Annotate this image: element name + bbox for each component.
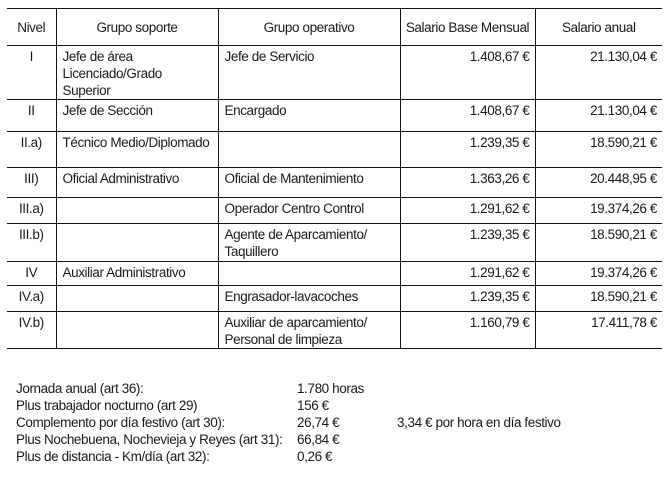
table-row [7, 46, 662, 100]
footer-value: 0,26 € [297, 449, 333, 464]
cell-grupo-operativo [218, 132, 400, 168]
cell-grupo-operativo: Engrasador-lavacoches [218, 286, 400, 312]
cell-salario-anual: 20.448,95 € [535, 168, 662, 198]
cell-salario-base: 1.408,67 € [400, 100, 535, 132]
footer-label: Plus trabajador nocturno (art 29) [16, 398, 198, 413]
cell-salario-base: 1.291,62 € [400, 262, 535, 286]
footer-row [16, 431, 561, 448]
cell-grupo-operativo: Oficial de Mantenimiento [218, 168, 400, 198]
cell-grupo-soporte: Técnico Medio/Diplomado [56, 132, 218, 168]
cell-nivel: III.a) [7, 198, 56, 224]
cell-grupo-operativo: Auxiliar de aparcamiento/ Personal de limpieza [218, 312, 400, 349]
cell-salario-anual: 18.590,21 € [535, 132, 662, 168]
cell-grupo-soporte: Jefe de área Licenciado/Grado Superior [56, 46, 218, 100]
footer-row [16, 397, 561, 414]
cell-nivel: III) [7, 168, 56, 198]
header-nivel: Nivel [7, 9, 56, 46]
table-row [7, 132, 662, 168]
cell-nivel: IV.b) [7, 312, 56, 349]
cell-nivel: III.b) [7, 224, 56, 262]
cell-grupo-operativo: Encargado [218, 100, 400, 132]
cell-salario-anual: 19.374,26 € [535, 262, 662, 286]
cell-grupo-soporte: Auxiliar Administrativo [56, 262, 218, 286]
cell-salario-anual: 21.130,04 € [535, 100, 662, 132]
footer-value: 26,74 € [297, 415, 340, 430]
cell-grupo-operativo [218, 262, 400, 286]
cell-grupo-soporte [56, 286, 218, 312]
cell-grupo-soporte: Oficial Administrativo [56, 168, 218, 198]
salary-table [7, 8, 662, 349]
cell-grupo-soporte [56, 198, 218, 224]
table-row [7, 168, 662, 198]
header-grupo-operativo: Grupo operativo [218, 9, 400, 46]
cell-salario-anual: 18.590,21 € [535, 286, 662, 312]
cell-grupo-operativo: Operador Centro Control [218, 198, 400, 224]
cell-nivel: II.a) [7, 132, 56, 168]
table-row [7, 224, 662, 262]
cell-salario-anual: 19.374,26 € [535, 198, 662, 224]
footer-row [16, 414, 561, 431]
table-row [7, 100, 662, 132]
header-salario-anual: Salario anual [535, 9, 662, 46]
cell-salario-anual: 18.590,21 € [535, 224, 662, 262]
table-row [7, 198, 662, 224]
footer-label: Plus Nochebuena, Nochevieja y Reyes (art 31): [16, 432, 283, 447]
footer-row [16, 448, 561, 465]
footer-label: Jornada anual (art 36): [16, 381, 144, 396]
cell-grupo-soporte [56, 312, 218, 349]
cell-salario-base: 1.239,35 € [400, 224, 535, 262]
cell-nivel: I [7, 46, 56, 100]
cell-salario-base: 1.363,26 € [400, 168, 535, 198]
cell-grupo-operativo: Jefe de Servicio [218, 46, 400, 100]
cell-salario-base: 1.408,67 € [400, 46, 535, 100]
footer-note: 3,34 € por hora en día festivo [397, 415, 561, 430]
footer-label: Plus de distancia - Km/día (art 32): [16, 449, 210, 464]
footer-value: 156 € [297, 398, 329, 413]
cell-grupo-operativo: Agente de Aparcamiento/ Taquillero [218, 224, 400, 262]
cell-salario-anual: 21.130,04 € [535, 46, 662, 100]
table-row [7, 286, 662, 312]
table-row [7, 262, 662, 286]
cell-grupo-soporte: Jefe de Sección [56, 100, 218, 132]
footer-value: 1.780 horas [297, 381, 364, 396]
header-salario-base: Salario Base Mensual [400, 9, 535, 46]
header-grupo-soporte: Grupo soporte [56, 9, 218, 46]
footer-label: Complemento por día festivo (art 30): [16, 415, 225, 430]
cell-salario-base: 1.291,62 € [400, 198, 535, 224]
cell-grupo-soporte [56, 224, 218, 262]
cell-salario-anual: 17.411,78 € [535, 312, 662, 349]
cell-salario-base: 1.160,79 € [400, 312, 535, 349]
table-row [7, 312, 662, 349]
cell-nivel: II [7, 100, 56, 132]
cell-salario-base: 1.239,35 € [400, 286, 535, 312]
cell-nivel: IV [7, 262, 56, 286]
footer-row [16, 380, 561, 397]
table-header-row [7, 9, 662, 46]
cell-nivel: IV.a) [7, 286, 56, 312]
cell-salario-base: 1.239,35 € [400, 132, 535, 168]
footer-info [16, 380, 561, 465]
footer-value: 66,84 € [297, 432, 340, 447]
